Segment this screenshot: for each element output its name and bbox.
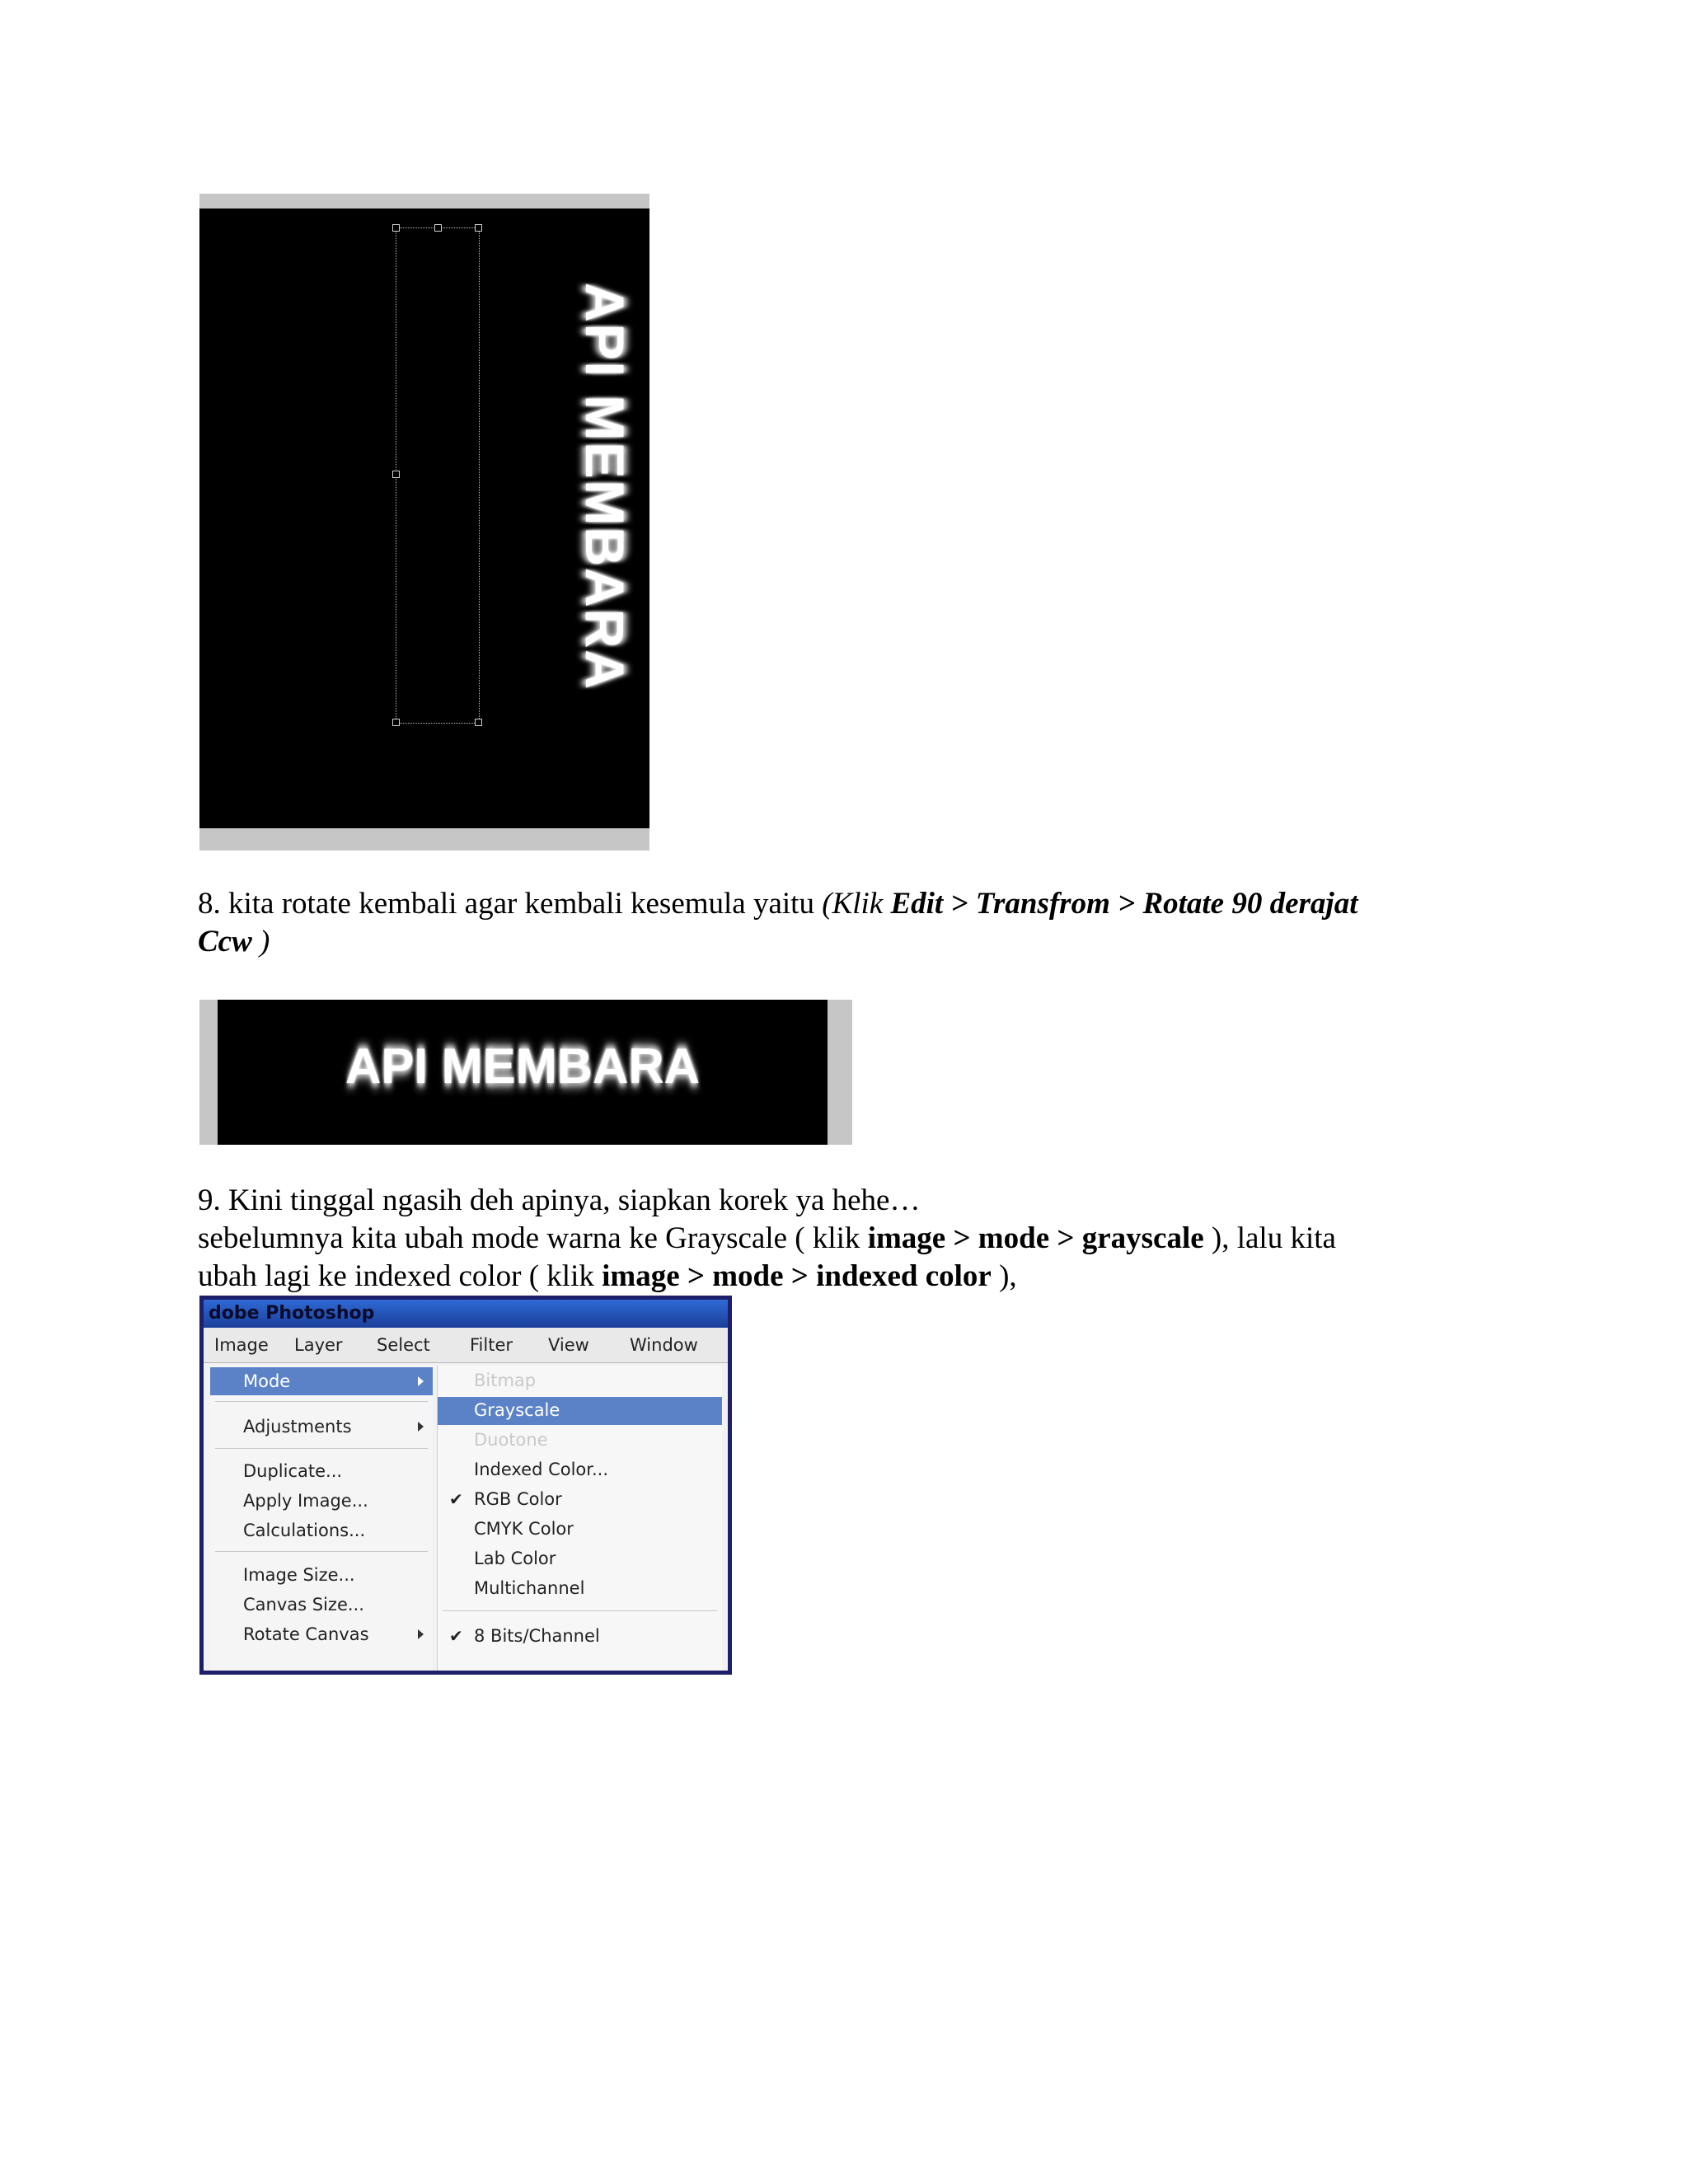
submenu-arrow-icon [418, 1629, 424, 1639]
transform-handle [392, 224, 400, 232]
horizontal-text-screenshot [199, 1000, 852, 1145]
step-8-path: Edit > Transfrom > Rotate 90 derajat [890, 887, 1358, 921]
window-title: dobe Photoshop [204, 1300, 728, 1328]
menu-item-indexed-color[interactable]: Indexed Color... [474, 1460, 609, 1479]
photoshop-menu-screenshot [199, 1296, 732, 1675]
transform-handle [475, 224, 482, 232]
step-8-paragraph-line2 [198, 923, 270, 961]
checkmark-icon: ✔ [449, 1626, 463, 1646]
submenu-arrow-icon [418, 1422, 424, 1432]
step-8-paragraph [198, 885, 1358, 923]
menu-item-duplicate[interactable]: Duplicate... [243, 1461, 343, 1481]
step-9-line2 [198, 1220, 1336, 1258]
menu-layer[interactable]: Layer [294, 1335, 343, 1355]
rotated-text-screenshot [199, 194, 649, 851]
step-9-text: ), [991, 1259, 1017, 1293]
menu-item-apply-image[interactable]: Apply Image... [243, 1491, 368, 1511]
menu-item-cmyk-color[interactable]: CMYK Color [474, 1519, 574, 1539]
step-8-ccw: Ccw [198, 925, 252, 958]
black-canvas [199, 209, 649, 828]
step-9-line1: 9. Kini tinggal ngasih deh apinya, siapkan korek ya hehe… [198, 1183, 921, 1217]
transform-handle [392, 719, 400, 726]
menu-item-canvas-size[interactable]: Canvas Size... [243, 1595, 364, 1615]
menu-window[interactable]: Window [630, 1335, 698, 1355]
step-9-line3 [198, 1258, 1017, 1296]
menu-select[interactable]: Select [377, 1335, 430, 1355]
step-8-close: ) [251, 925, 270, 958]
transform-handle [475, 719, 482, 726]
transform-handle [392, 471, 400, 478]
menu-filter[interactable]: Filter [470, 1335, 513, 1355]
menu-item-rgb-color[interactable]: RGB Color [474, 1489, 562, 1509]
step-9-text: ubah lagi ke indexed color ( klik [198, 1259, 603, 1293]
horizontal-fire-text: API MEMBARA [345, 1038, 700, 1094]
step-8-text: 8. kita rotate kembali agar kembali kesemula yaitu [198, 887, 823, 921]
menu-image[interactable]: Image [214, 1335, 269, 1355]
menu-separator [215, 1448, 428, 1449]
transform-bounding-box [396, 227, 480, 724]
menu-item-grayscale[interactable]: Grayscale [474, 1400, 560, 1420]
menu-item-bitmap[interactable]: Bitmap [474, 1371, 537, 1390]
menu-bar [204, 1328, 728, 1363]
submenu-arrow-icon [418, 1376, 424, 1386]
vertical-fire-text: API MEMBARA [574, 283, 635, 691]
step-9-text: ), lalu kita [1203, 1221, 1336, 1255]
transform-handle [434, 224, 442, 232]
image-menu-dropdown [210, 1366, 433, 1671]
menu-item-image-size[interactable]: Image Size... [243, 1565, 355, 1585]
step-9-indexed-path: image > mode > indexed color [602, 1259, 992, 1293]
menu-separator [215, 1401, 428, 1402]
menu-item-calculations[interactable]: Calculations... [243, 1521, 366, 1540]
black-canvas [218, 1000, 828, 1145]
step-9-text: sebelumnya kita ubah mode warna ke Grayscale ( klik [198, 1221, 868, 1255]
photoshop-window [204, 1300, 728, 1671]
menu-item-mode[interactable]: Mode [243, 1371, 291, 1391]
menu-item-8-bits-channel[interactable]: 8 Bits/Channel [474, 1626, 600, 1646]
menu-view[interactable]: View [548, 1335, 589, 1355]
menu-item-adjustments[interactable]: Adjustments [243, 1417, 352, 1436]
menu-separator [215, 1551, 428, 1552]
menu-item-duotone[interactable]: Duotone [474, 1430, 548, 1450]
menu-item-lab-color[interactable]: Lab Color [474, 1549, 556, 1568]
menu-separator [443, 1610, 717, 1611]
mode-submenu [437, 1366, 722, 1671]
step-9-grayscale-path: image > mode > grayscale [867, 1221, 1204, 1255]
menu-item-rotate-canvas[interactable]: Rotate Canvas [243, 1624, 369, 1644]
checkmark-icon: ✔ [449, 1489, 463, 1509]
step-8-klik: (Klik [822, 887, 891, 921]
menu-item-multichannel[interactable]: Multichannel [474, 1578, 585, 1598]
